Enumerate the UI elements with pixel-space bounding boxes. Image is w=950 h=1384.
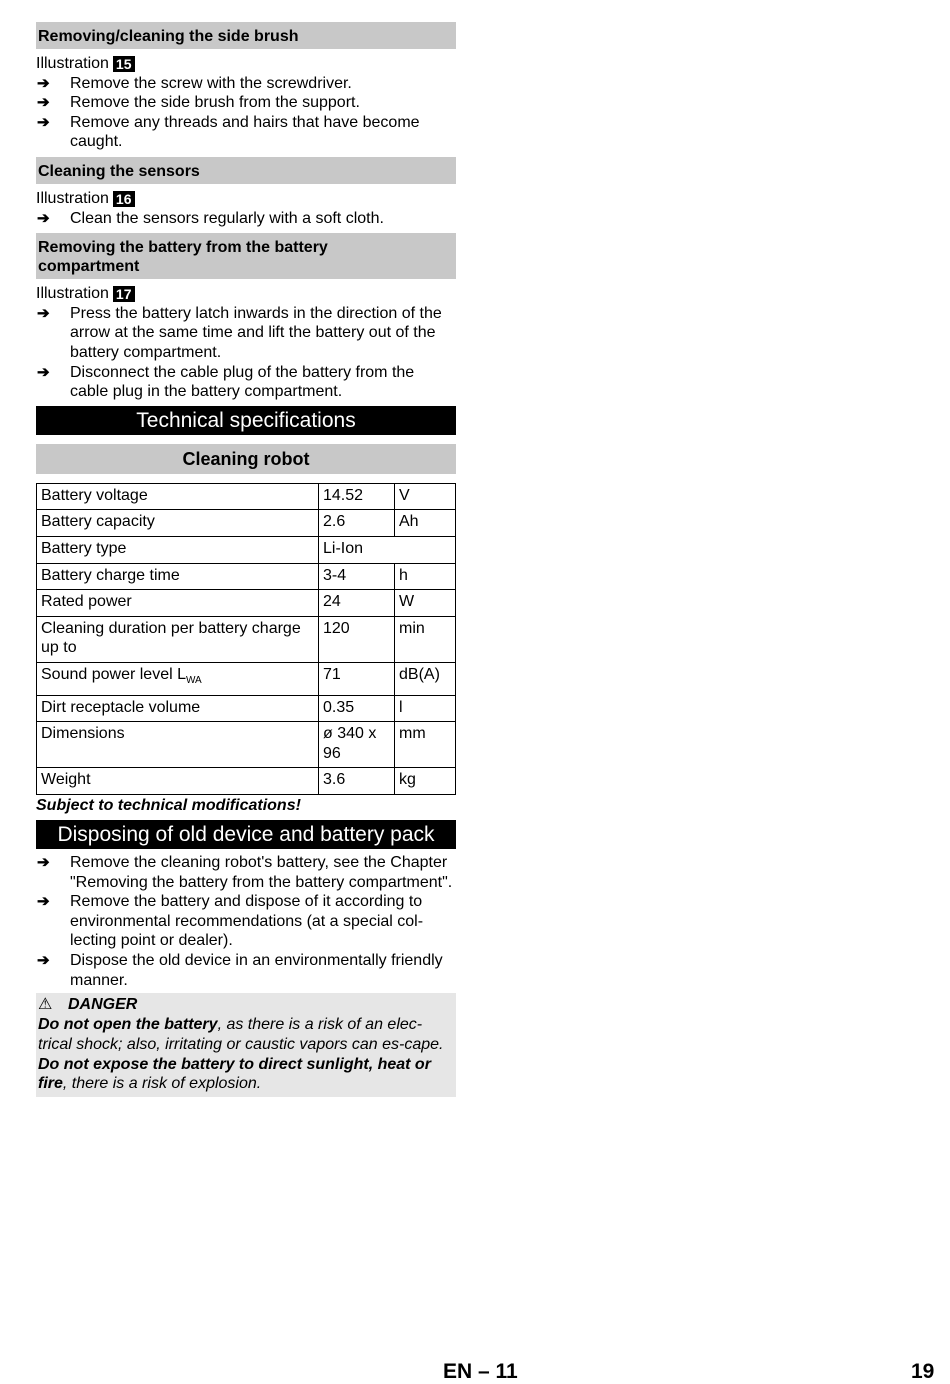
technical-modifications-note: Subject to technical modifications!: [36, 797, 301, 815]
spec-unit: dB(A): [395, 662, 456, 695]
table-row: [37, 722, 456, 768]
arrow-right-icon: ➔: [37, 113, 50, 131]
subheading-cleaning-robot: Cleaning robot: [36, 444, 456, 474]
arrow-right-icon: ➔: [37, 209, 50, 227]
table-row: [37, 590, 456, 617]
arrow-right-icon: ➔: [37, 952, 50, 969]
chapter-heading-technical-specifications: Technical specifications: [36, 406, 456, 435]
danger-label: DANGER: [68, 996, 138, 1014]
spec-unit: W: [395, 590, 456, 617]
list-item: ➔ Remove the cleaning robot's battery, see the Chapter "Removing the battery from the battery compartment".: [37, 854, 453, 891]
table-row: [37, 510, 456, 537]
subscript: WA: [185, 675, 202, 687]
spec-value: 71: [319, 662, 395, 695]
table-row: [37, 536, 456, 563]
list-item: ➔ Press the battery latch inwards in the direction of the arrow at the same time and lift the battery out of the battery compartment.: [37, 304, 442, 361]
illustration-ref: [36, 54, 456, 74]
spec-value: 2.6: [319, 510, 395, 537]
table-row: [37, 563, 456, 590]
illustration-label: Illustration: [36, 285, 109, 303]
illustration-number-badge: 16: [113, 191, 135, 207]
content-column: [36, 22, 456, 1097]
table-row: [37, 768, 456, 795]
spec-label: Dimensions: [37, 722, 319, 768]
danger-notice: [36, 993, 456, 1097]
section-heading-sensors: Cleaning the sensors: [36, 157, 456, 184]
list-item: ➔ Remove the screw with the screwdriver.: [37, 74, 352, 92]
arrow-right-icon: ➔: [37, 893, 50, 911]
table-row: [37, 662, 456, 695]
spec-value: 3.6: [319, 768, 395, 795]
illustration-label: Illustration: [36, 189, 109, 207]
footer-page-number: 19: [911, 1360, 935, 1383]
section-heading-battery-removal: Removing the battery from the battery compartment: [36, 233, 456, 279]
spec-value: 0.35: [319, 695, 395, 722]
arrow-right-icon: ➔: [37, 854, 50, 872]
section-heading-side-brush: Removing/cleaning the side brush: [36, 22, 456, 49]
list-item: ➔ Clean the sensors regularly with a soft cloth.: [37, 209, 384, 227]
spec-value: ø 340 x 96: [319, 722, 395, 768]
arrow-right-icon: ➔: [37, 94, 50, 112]
illustration-number-badge: 15: [113, 56, 135, 72]
danger-paragraph: Do not expose the battery to direct sunlight, heat or fire, there is a risk of explosion.: [38, 1055, 431, 1093]
spec-label: Battery type: [37, 536, 319, 563]
spec-value: 24: [319, 590, 395, 617]
spec-unit: h: [395, 563, 456, 590]
spec-unit: V: [395, 483, 456, 510]
footer-language-page: EN – 11: [443, 1360, 518, 1383]
list-item: ➔ Remove the battery and dispose of it according to environmental recommendations (at a special col-lecting point or dealer).: [37, 893, 424, 950]
danger-paragraph: Do not open the battery, as there is a risk of an elec-trical shock; also, irritating or caustic vapors can es-cape.: [38, 1015, 444, 1053]
spec-value: 14.52: [319, 483, 395, 510]
spec-unit: min: [395, 616, 456, 662]
spec-value: 120: [319, 616, 395, 662]
spec-label: Battery charge time: [37, 563, 319, 590]
spec-unit: kg: [395, 768, 456, 795]
table-row: [37, 483, 456, 510]
table-row: [37, 616, 456, 662]
list-item: ➔ Remove the side brush from the support.: [37, 94, 360, 112]
list-item: ➔ Dispose the old device in an environmentally friendly manner.: [37, 952, 443, 989]
arrow-right-icon: ➔: [37, 304, 50, 322]
list-item: ➔ Disconnect the cable plug of the battery from the cable plug in the battery compartment.: [37, 363, 415, 401]
table-row: [37, 695, 456, 722]
spec-table: [36, 483, 456, 795]
arrow-right-icon: ➔: [37, 74, 50, 92]
warning-triangle-icon: ⚠: [38, 996, 53, 1014]
spec-label: Rated power: [37, 590, 319, 617]
spec-unit: Ah: [395, 510, 456, 537]
spec-unit: l: [395, 695, 456, 722]
spec-label: Weight: [37, 768, 319, 795]
illustration-number-badge: 17: [113, 286, 135, 302]
arrow-right-icon: ➔: [37, 363, 50, 381]
spec-value: Li-Ion: [319, 536, 456, 563]
illustration-label: Illustration: [36, 55, 109, 72]
chapter-heading-disposal: Disposing of old device and battery pack: [36, 820, 456, 849]
spec-value: 3-4: [319, 563, 395, 590]
illustration-ref: [36, 189, 456, 209]
list-item: ➔ Remove any threads and hairs that have become caught.: [37, 113, 420, 151]
spec-label: Cleaning duration per battery charge up to: [37, 616, 319, 662]
spec-label: Dirt receptacle volume: [37, 695, 319, 722]
spec-label: Battery voltage: [37, 483, 319, 510]
illustration-ref: [36, 284, 456, 304]
spec-label: Battery capacity: [37, 510, 319, 537]
spec-label: Sound power level $L_{WA}$: [37, 662, 319, 695]
spec-unit: mm: [395, 722, 456, 768]
